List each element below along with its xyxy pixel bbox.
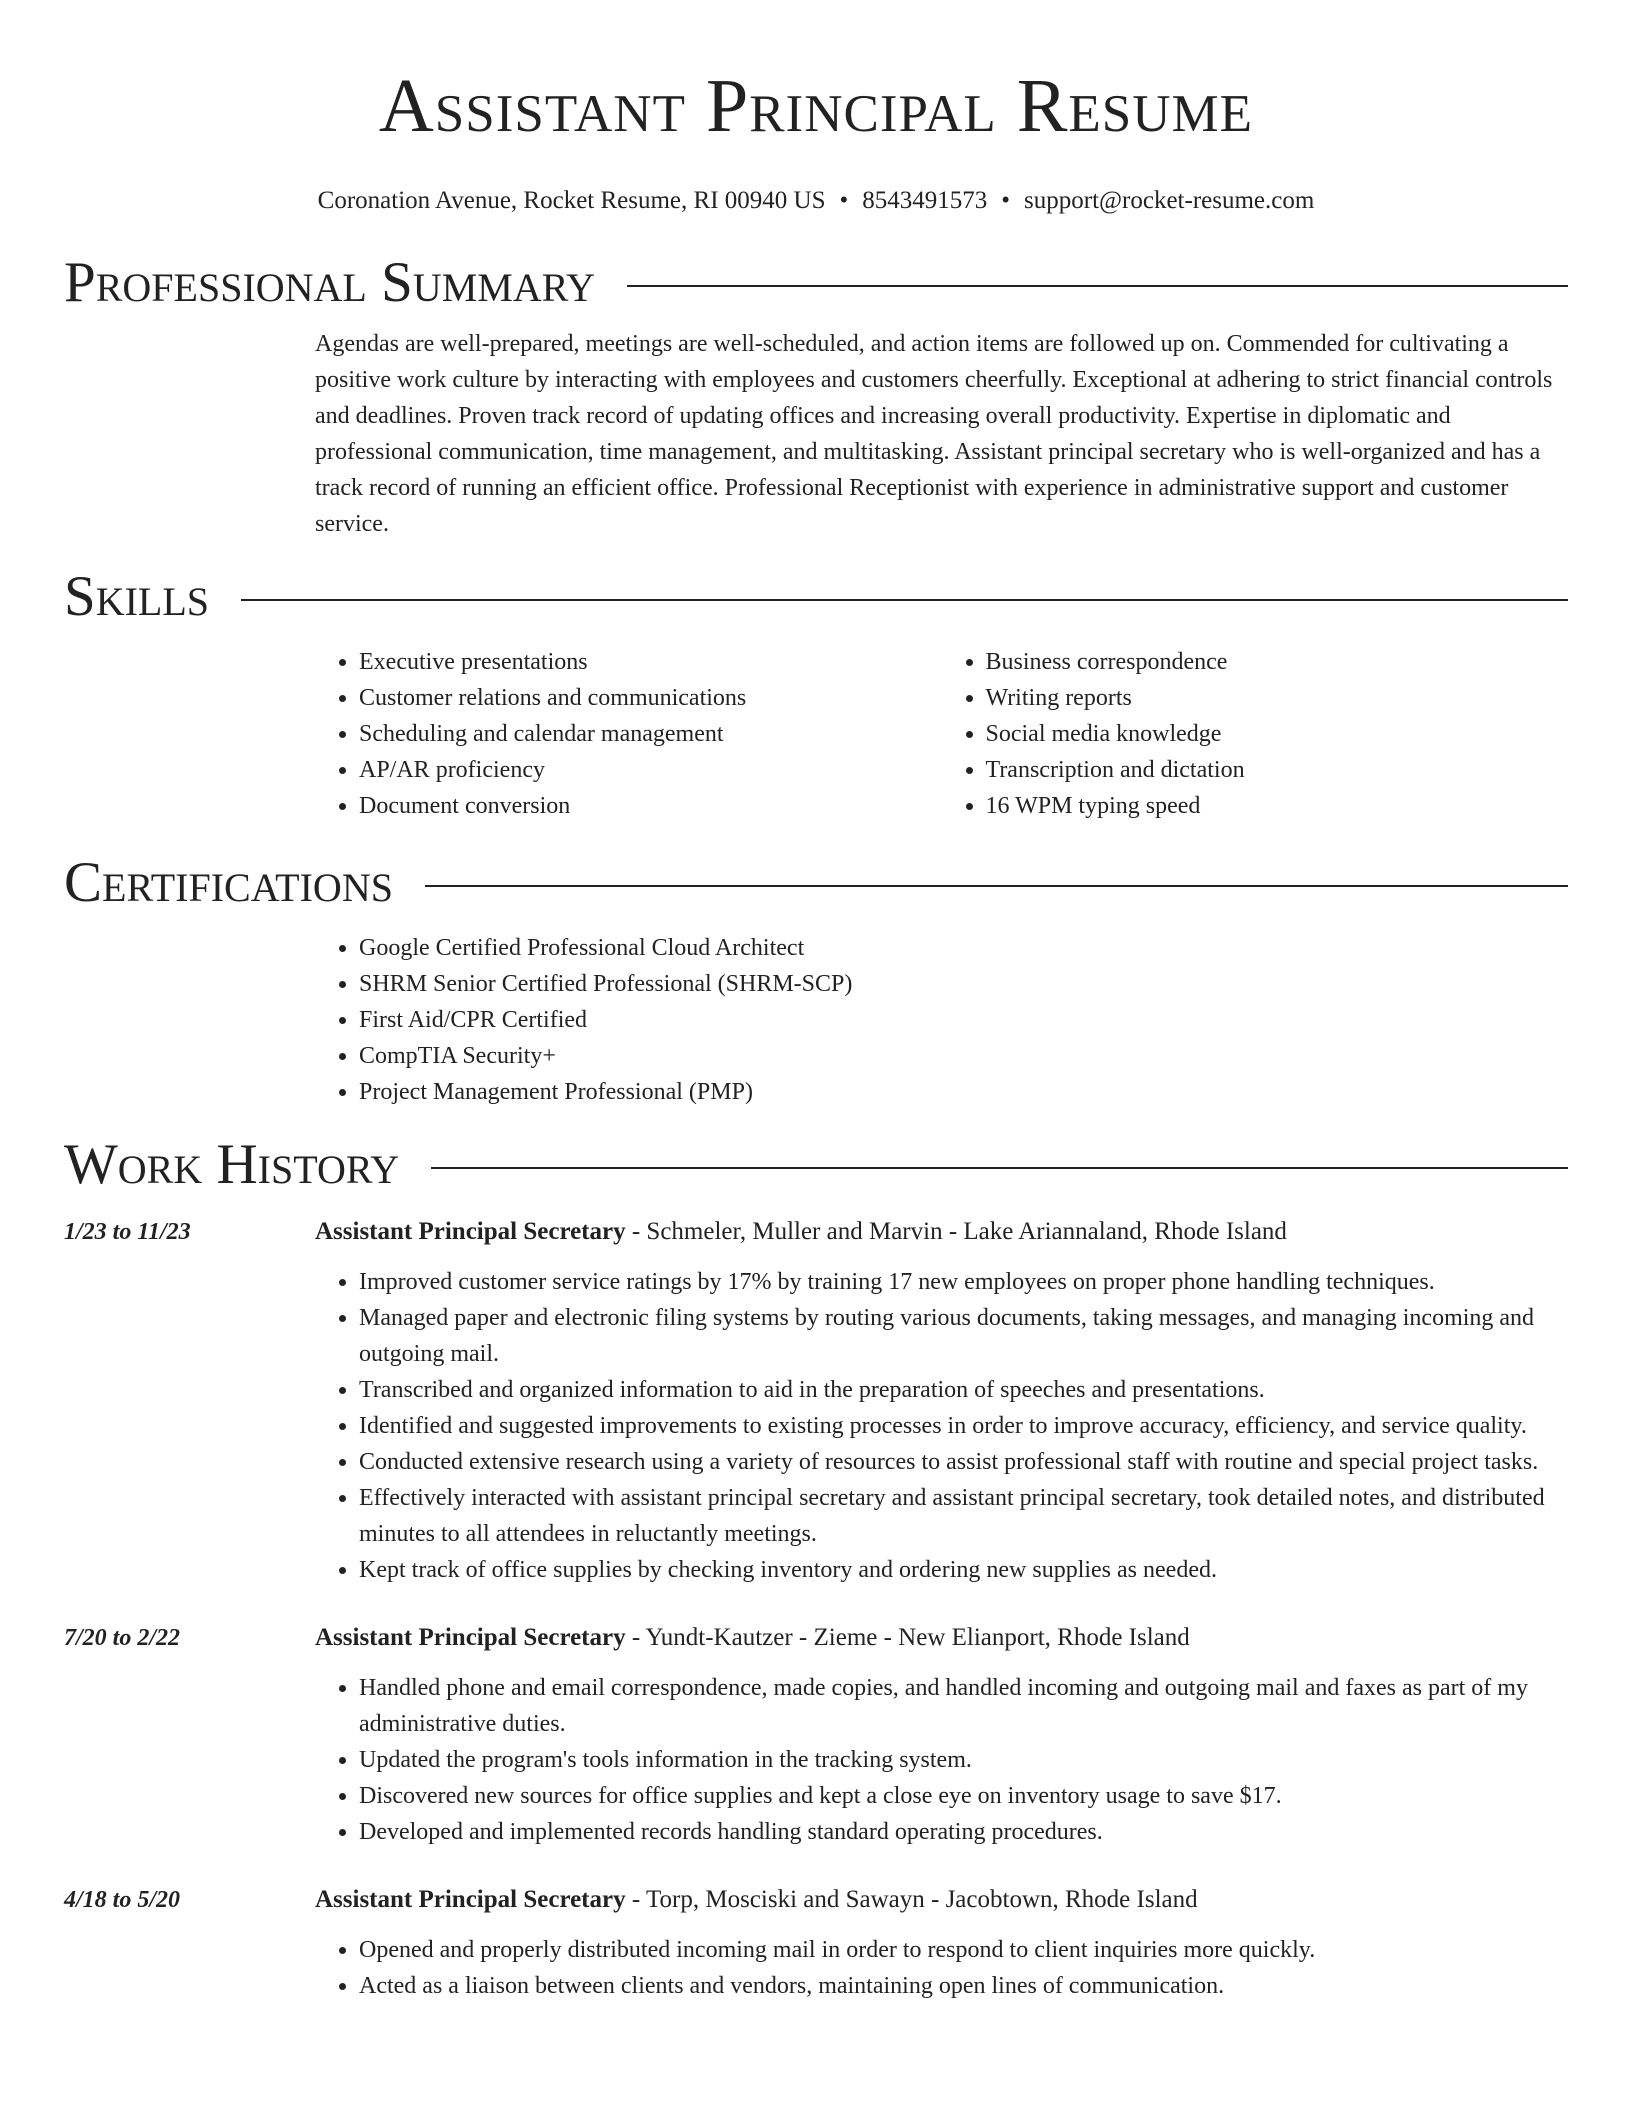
job-title: Assistant Principal Secretary xyxy=(315,1218,626,1245)
summary-heading: Professional Summary xyxy=(64,251,596,314)
contact-address: Coronation Avenue, Rocket Resume, RI 00940 US xyxy=(317,187,826,214)
skill-item: • Scheduling and calendar management xyxy=(359,716,942,752)
job-bullet: • Handled phone and email correspondence, made copies, and handled incoming and outgoing mail and faxes as part of my administrative duties. xyxy=(359,1670,1568,1742)
certification-item: • SHRM Senior Certified Professional (SHRM-SCP) xyxy=(359,966,1568,1002)
certifications-section-header xyxy=(64,850,1568,916)
contact-separator: • xyxy=(1001,187,1011,214)
job-header xyxy=(315,1214,1568,1250)
job-entry xyxy=(64,1214,1568,1588)
skills-list xyxy=(315,644,1568,824)
certification-item: • Google Certified Professional Cloud Architect xyxy=(359,930,1568,966)
certifications-heading: Certifications xyxy=(64,851,393,914)
job-bullet: • Updated the program's tools information in the tracking system. xyxy=(359,1742,1568,1778)
job-details: - Torp, Mosciski and Sawayn - Jacobtown, Rhode Island xyxy=(625,1886,1198,1913)
job-bullet: • Opened and properly distributed incoming mail in order to respond to client inquiries more quickly. xyxy=(359,1932,1568,1968)
contact-separator: • xyxy=(839,187,849,214)
summary-section-header xyxy=(64,250,1568,316)
skill-item: • Executive presentations xyxy=(359,644,942,680)
certifications-list xyxy=(315,930,1568,1110)
resume-page xyxy=(64,0,1568,2004)
section-divider xyxy=(241,599,1568,601)
contact-line xyxy=(64,186,1568,216)
summary-text: Agendas are well-prepared, meetings are well-scheduled, and action items are followed up on. Commended for cultivating a positive work culture by interacting with employees and customers cheerfully. Exceptional at adhering to strict financial controls and deadlines. Proven track record of updating offices and increasing overall productivity. Expertise in diplomatic and professional communication, time management, and multitasking. Assistant principal secretary who is well-organized and has a track record of running an efficient office. Professional Receptionist with experience in administrative support and customer service. xyxy=(315,331,1553,537)
job-bullet: • Improved customer service ratings by 17% by training 17 new employees on proper phone handling techniques. xyxy=(359,1264,1568,1300)
job-date: 7/20 to 2/22 xyxy=(64,1625,181,1651)
resume-title: Assistant Principal Resume xyxy=(378,64,1254,148)
job-entry xyxy=(64,1882,1568,2004)
skill-item: • Document conversion xyxy=(359,788,942,824)
contact-phone: 8543491573 xyxy=(862,187,988,214)
skills-heading: Skills xyxy=(64,565,210,628)
skill-item: • Customer relations and communications xyxy=(359,680,942,716)
certification-item: • CompTIA Security+ xyxy=(359,1038,1568,1074)
section-divider xyxy=(431,1167,1568,1169)
work-heading: Work History xyxy=(64,1133,400,1196)
job-details: - Schmeler, Muller and Marvin - Lake Ariannaland, Rhode Island xyxy=(625,1218,1287,1245)
skill-item: • Business correspondence xyxy=(986,644,1569,680)
job-bullets xyxy=(315,1932,1568,2004)
skill-item: • AP/AR proficiency xyxy=(359,752,942,788)
section-divider xyxy=(627,285,1568,287)
skills-column-right xyxy=(942,644,1569,824)
skill-item: • Social media knowledge xyxy=(986,716,1569,752)
job-bullet: • Managed paper and electronic filing systems by routing various documents, taking messages, and managing incoming and outgoing mail. xyxy=(359,1300,1568,1372)
job-title: Assistant Principal Secretary xyxy=(315,1886,626,1913)
job-date: 1/23 to 11/23 xyxy=(64,1219,191,1245)
job-title: Assistant Principal Secretary xyxy=(315,1624,626,1651)
skill-item: • Writing reports xyxy=(986,680,1569,716)
contact-email: support@rocket-resume.com xyxy=(1024,187,1315,214)
job-bullet: • Effectively interacted with assistant principal secretary and assistant principal secretary, took detailed notes, and distributed minutes to all attendees in reluctantly meetings. xyxy=(359,1480,1568,1552)
job-bullet: • Kept track of office supplies by checking inventory and ordering new supplies as needed. xyxy=(359,1552,1568,1588)
job-bullets xyxy=(315,1264,1568,1588)
job-entry xyxy=(64,1620,1568,1850)
job-bullet: • Developed and implemented records handling standard operating procedures. xyxy=(359,1814,1568,1850)
section-divider xyxy=(425,885,1568,887)
skill-item: • Transcription and dictation xyxy=(986,752,1569,788)
job-header xyxy=(315,1620,1568,1656)
job-bullet: • Identified and suggested improvements to existing processes in order to improve accuracy, efficiency, and service quality. xyxy=(359,1408,1568,1444)
certification-item: • First Aid/CPR Certified xyxy=(359,1002,1568,1038)
skills-section-header xyxy=(64,564,1568,630)
job-bullet: • Conducted extensive research using a variety of resources to assist professional staff with routine and special project tasks. xyxy=(359,1444,1568,1480)
skill-item: • 16 WPM typing speed xyxy=(986,788,1569,824)
work-section-header xyxy=(64,1132,1568,1198)
job-bullet: • Transcribed and organized information to aid in the preparation of speeches and presentations. xyxy=(359,1372,1568,1408)
job-bullet: • Discovered new sources for office supplies and kept a close eye on inventory usage to save $17. xyxy=(359,1778,1568,1814)
job-header xyxy=(315,1882,1568,1918)
skills-column-left xyxy=(315,644,942,824)
job-bullet: • Acted as a liaison between clients and vendors, maintaining open lines of communication. xyxy=(359,1968,1568,2004)
certification-item: • Project Management Professional (PMP) xyxy=(359,1074,1568,1110)
job-details: - Yundt-Kautzer - Zieme - New Elianport, Rhode Island xyxy=(625,1624,1190,1651)
job-date: 4/18 to 5/20 xyxy=(64,1887,181,1913)
job-bullets xyxy=(315,1670,1568,1850)
